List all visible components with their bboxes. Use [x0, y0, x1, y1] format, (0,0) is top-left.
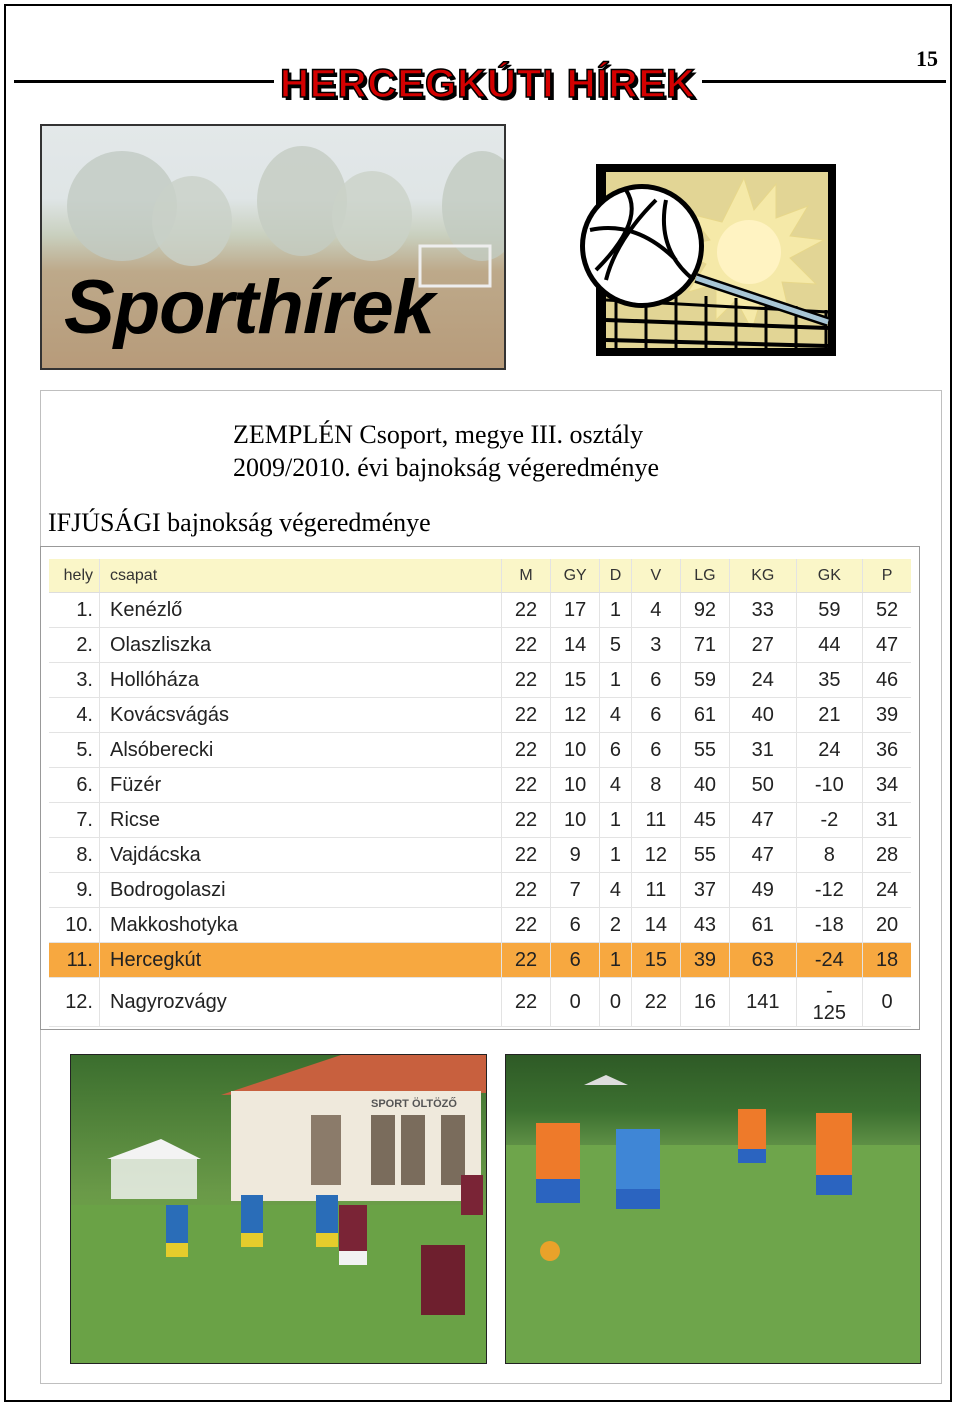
cell: 16 — [680, 978, 729, 1027]
cell: 22 — [502, 978, 551, 1027]
cell: Vajdácska — [100, 838, 502, 873]
cell: Alsóberecki — [100, 733, 502, 768]
cell: 4 — [631, 593, 680, 628]
photo-scene-field — [506, 1055, 921, 1364]
cell: 22 — [502, 943, 551, 978]
cell: 1. — [49, 593, 100, 628]
standings-table-image — [40, 546, 920, 1030]
cell: 1 — [600, 663, 632, 698]
table-row — [49, 628, 911, 663]
match-photo-left — [70, 1054, 487, 1364]
youth-heading: IFJÚSÁGI bajnokság végeredménye — [48, 508, 431, 537]
cell: 24 — [796, 733, 863, 768]
building-sign: SPORT ÖLTÖZŐ — [371, 1098, 457, 1110]
col-header: csapat — [100, 559, 502, 593]
cell: 1 — [600, 943, 632, 978]
cell: 15 — [551, 663, 600, 698]
cell: 11. — [49, 943, 100, 978]
cell: 28 — [863, 838, 911, 873]
cell: 6 — [600, 733, 632, 768]
cell: 40 — [729, 698, 796, 733]
cell: 3 — [631, 628, 680, 663]
cell: 37 — [680, 873, 729, 908]
cell: 6 — [631, 733, 680, 768]
cell: 4 — [600, 873, 632, 908]
cell: 44 — [796, 628, 863, 663]
cell: 59 — [796, 593, 863, 628]
cell: 31 — [729, 733, 796, 768]
cell: 9 — [551, 838, 600, 873]
cell: Füzér — [100, 768, 502, 803]
cell: -24 — [796, 943, 863, 978]
cell: 15 — [631, 943, 680, 978]
cell: Kovácsvágás — [100, 698, 502, 733]
cell: 31 — [863, 803, 911, 838]
cell: 11 — [631, 873, 680, 908]
cell: 10 — [551, 733, 600, 768]
cell: 6 — [551, 908, 600, 943]
gk-value: 125 — [812, 1001, 847, 1024]
table-header-row — [49, 559, 911, 593]
col-header: P — [863, 559, 911, 593]
cell: 14 — [551, 628, 600, 663]
cell: 8. — [49, 838, 100, 873]
sport-banner-image — [40, 124, 506, 370]
cell: Hollóháza — [100, 663, 502, 698]
cell: 47 — [729, 803, 796, 838]
cell: 71 — [680, 628, 729, 663]
cell: 22 — [631, 978, 680, 1027]
cell: 3. — [49, 663, 100, 698]
volleyball-icon — [576, 160, 838, 358]
cell: 17 — [551, 593, 600, 628]
cell: 55 — [680, 733, 729, 768]
cell: 43 — [680, 908, 729, 943]
cell: 2 — [600, 908, 632, 943]
season-heading: 2009/2010. évi bajnokság végeredménye — [233, 453, 659, 482]
cell: 40 — [680, 768, 729, 803]
table-row-highlighted — [49, 943, 911, 978]
table-row — [49, 838, 911, 873]
cell: 49 — [729, 873, 796, 908]
cell: 9. — [49, 873, 100, 908]
cell: 22 — [502, 663, 551, 698]
col-header: GK — [796, 559, 863, 593]
cell: 22 — [502, 768, 551, 803]
cell: 50 — [729, 768, 796, 803]
football — [540, 1241, 560, 1261]
table-row — [49, 593, 911, 628]
cell: 10 — [551, 768, 600, 803]
league-heading: ZEMPLÉN Csoport, megye III. osztály — [233, 420, 644, 449]
col-header: LG — [680, 559, 729, 593]
cell: 4 — [600, 698, 632, 733]
cell: 8 — [796, 838, 863, 873]
cell: 6 — [631, 698, 680, 733]
cell: 21 — [796, 698, 863, 733]
col-header: hely — [49, 559, 100, 593]
cell: 6 — [551, 943, 600, 978]
cell: 22 — [502, 873, 551, 908]
cell: Olaszliszka — [100, 628, 502, 663]
col-header: V — [631, 559, 680, 593]
cell: 0 — [551, 978, 600, 1027]
col-header: KG — [729, 559, 796, 593]
cell: 6. — [49, 768, 100, 803]
cell: Kenézlő — [100, 593, 502, 628]
table-row — [49, 663, 911, 698]
cell: 10 — [551, 803, 600, 838]
cell: -10 — [796, 768, 863, 803]
cell: 22 — [502, 733, 551, 768]
cell: 22 — [502, 803, 551, 838]
cell: 24 — [729, 663, 796, 698]
match-photo-right — [505, 1054, 921, 1364]
cell: 14 — [631, 908, 680, 943]
cell: 12 — [551, 698, 600, 733]
table-row — [49, 978, 911, 1027]
cell: 4 — [600, 768, 632, 803]
cell: 63 — [729, 943, 796, 978]
cell: 27 — [729, 628, 796, 663]
cell: 5 — [600, 628, 632, 663]
standings-table — [49, 559, 911, 1027]
gk-sign: - — [826, 979, 833, 1002]
table-row — [49, 908, 911, 943]
cell: 47 — [729, 838, 796, 873]
page-number: 15 — [916, 46, 938, 71]
photo-scene-building — [71, 1055, 487, 1364]
cell: 7. — [49, 803, 100, 838]
cell: 11 — [631, 803, 680, 838]
col-header: GY — [551, 559, 600, 593]
cell: 22 — [502, 698, 551, 733]
cell: Makkoshotyka — [100, 908, 502, 943]
cell: 8 — [631, 768, 680, 803]
table-row — [49, 873, 911, 908]
table-row — [49, 768, 911, 803]
cell: 22 — [502, 838, 551, 873]
cell: 22 — [502, 628, 551, 663]
cell: Bodrogolaszi — [100, 873, 502, 908]
masthead-logo: HERCEGKÚTI HÍREK — [274, 62, 702, 106]
cell: 59 — [680, 663, 729, 698]
col-header: D — [600, 559, 632, 593]
cell: 61 — [680, 698, 729, 733]
cell: 5. — [49, 733, 100, 768]
cell: 45 — [680, 803, 729, 838]
cell: 0 — [600, 978, 632, 1027]
cell: -2 — [796, 803, 863, 838]
cell: Ricse — [100, 803, 502, 838]
banner-title: Sporthírek — [64, 265, 435, 350]
cell: 55 — [680, 838, 729, 873]
cell: 46 — [863, 663, 911, 698]
cell: 22 — [502, 593, 551, 628]
table-row — [49, 803, 911, 838]
cell: -18 — [796, 908, 863, 943]
cell: 6 — [631, 663, 680, 698]
cell: 92 — [680, 593, 729, 628]
cell: 20 — [863, 908, 911, 943]
cell: 33 — [729, 593, 796, 628]
cell: 10. — [49, 908, 100, 943]
cell: 12 — [631, 838, 680, 873]
col-header: M — [502, 559, 551, 593]
cell: 35 — [796, 663, 863, 698]
cell: 2. — [49, 628, 100, 663]
cell: 18 — [863, 943, 911, 978]
cell: -12 — [796, 873, 863, 908]
table-row — [49, 698, 911, 733]
cell — [796, 978, 863, 1027]
cell: 141 — [729, 978, 796, 1027]
cell: Hercegkút — [100, 943, 502, 978]
cell: 0 — [863, 978, 911, 1027]
cell: 1 — [600, 593, 632, 628]
table-row — [49, 733, 911, 768]
cell: 39 — [863, 698, 911, 733]
cell: 24 — [863, 873, 911, 908]
cell: 4. — [49, 698, 100, 733]
cell: 34 — [863, 768, 911, 803]
cell: 22 — [502, 908, 551, 943]
cell: 7 — [551, 873, 600, 908]
cell: 47 — [863, 628, 911, 663]
cell: 1 — [600, 838, 632, 873]
cell: 39 — [680, 943, 729, 978]
cell: 36 — [863, 733, 911, 768]
cell: Nagyrozvágy — [100, 978, 502, 1027]
cell: 52 — [863, 593, 911, 628]
cell: 12. — [49, 978, 100, 1027]
cell: 61 — [729, 908, 796, 943]
cell: 1 — [600, 803, 632, 838]
